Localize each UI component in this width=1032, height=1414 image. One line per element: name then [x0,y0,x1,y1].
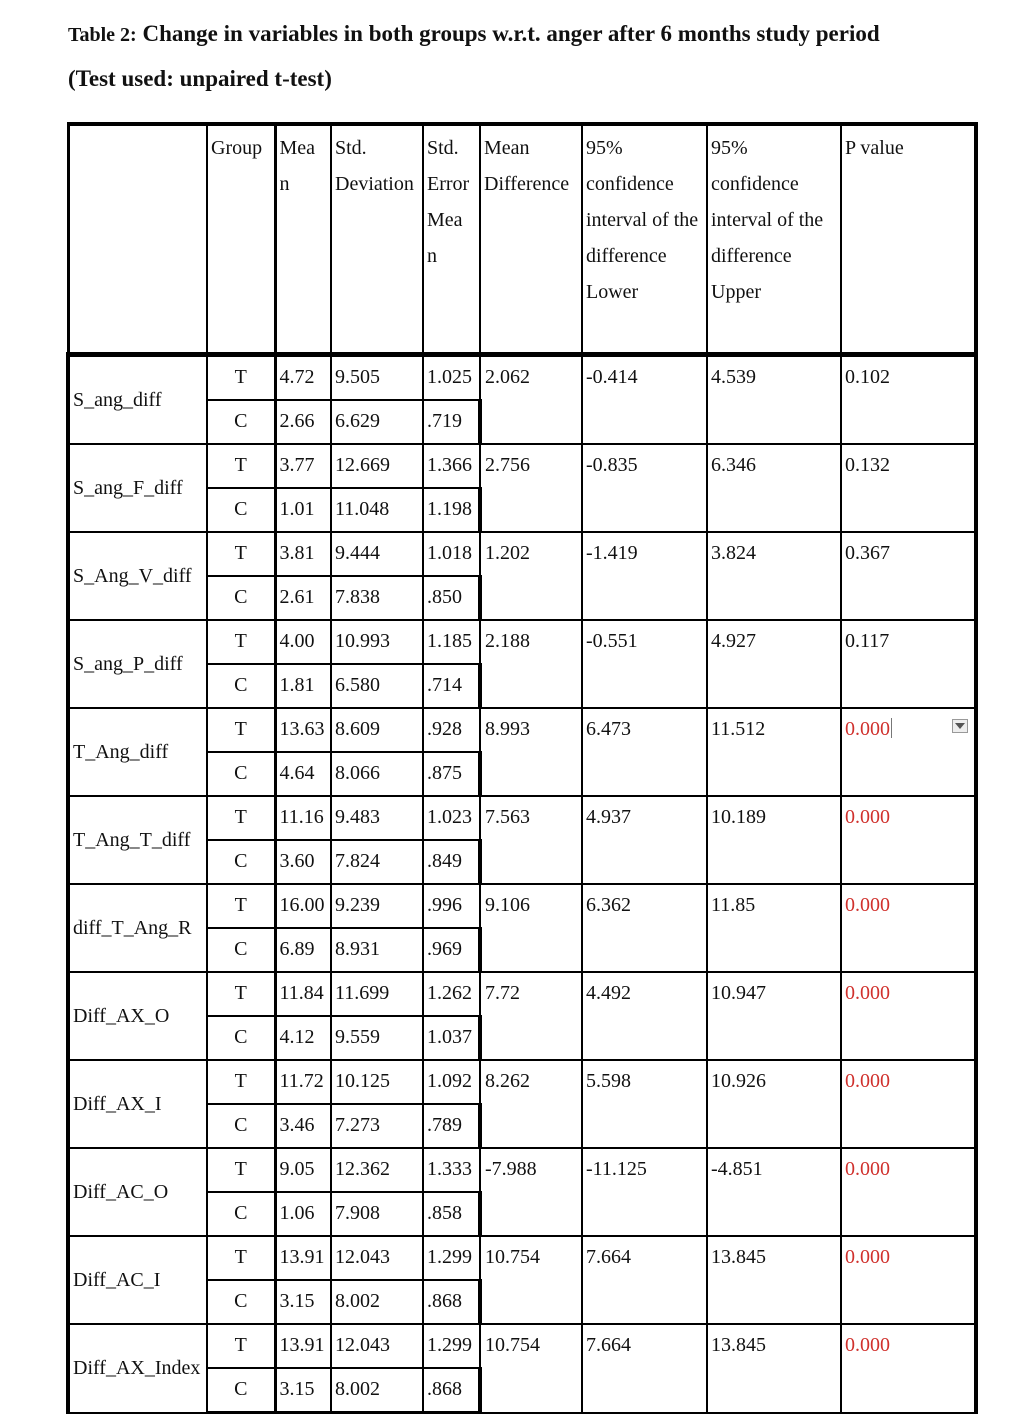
std-error-value: .850 [423,576,480,620]
mean-value: 2.61 [275,576,331,620]
std-deviation-value: 6.629 [331,400,423,444]
table-row [68,884,976,928]
mean-value: 9.05 [275,1148,331,1192]
std-deviation-value: 8.066 [331,752,423,796]
p-value: 0.132 [845,454,890,476]
header-std-deviation: Std. Deviation [331,124,423,355]
group-label: T [207,796,275,840]
header-row [68,124,976,355]
group-label: T [207,355,275,401]
std-error-value: 1.025 [423,355,480,401]
header-std-error-mean: Std. Error Mea n [423,124,480,355]
header-mean-difference: Mean Difference [480,124,582,355]
std-error-value: 1.185 [423,620,480,664]
results-table [66,122,978,1414]
ci-lower-value: -0.414 [582,355,707,445]
std-error-value: 1.262 [423,972,480,1016]
std-error-value: .996 [423,884,480,928]
p-value-cell [841,620,976,708]
std-deviation-value: 8.931 [331,928,423,972]
ci-lower-value: 7.664 [582,1236,707,1324]
table-row [68,708,976,752]
ci-upper-value: 13.845 [707,1324,841,1413]
std-error-value: .789 [423,1104,480,1148]
mean-difference-value: 8.993 [480,708,582,796]
p-value: 0.000 [845,1070,890,1092]
std-deviation-value: 9.239 [331,884,423,928]
std-error-value: .858 [423,1192,480,1236]
group-label: C [207,840,275,884]
mean-difference-value: 2.188 [480,620,582,708]
variable-name: S_ang_P_diff [68,620,207,708]
variable-name: Diff_AX_O [68,972,207,1060]
ci-lower-value: 7.664 [582,1324,707,1413]
table-label: Table 2: [68,24,137,46]
ci-upper-value: 4.539 [707,355,841,445]
mean-difference-value: 7.563 [480,796,582,884]
mean-value: 3.77 [275,444,331,488]
mean-value: 13.91 [275,1324,331,1368]
std-error-value: 1.198 [423,488,480,532]
p-value: 0.000 [845,894,890,916]
std-error-value: .875 [423,752,480,796]
p-value: 0.102 [845,366,890,388]
header-p-value: P value [841,124,976,355]
mean-value: 3.46 [275,1104,331,1148]
group-label: T [207,532,275,576]
mean-value: 4.72 [275,355,331,401]
group-label: C [207,1368,275,1413]
variable-name: S_ang_F_diff [68,444,207,532]
ci-upper-value: 3.824 [707,532,841,620]
p-value: 0.117 [845,630,890,652]
variable-name: Diff_AX_I [68,1060,207,1148]
std-error-value: 1.092 [423,1060,480,1104]
p-value: 0.000 [845,982,890,1004]
std-error-value: .868 [423,1368,480,1413]
mean-value: 4.00 [275,620,331,664]
group-label: C [207,1016,275,1060]
std-deviation-value: 8.002 [331,1368,423,1413]
table-row [68,1324,976,1368]
variable-name: Diff_AX_Index [68,1324,207,1413]
mean-value: 13.63 [275,708,331,752]
p-value: 0.000 [845,1334,890,1356]
table-row [68,532,976,576]
p-value-cell [841,884,976,972]
table-row [68,444,976,488]
header-group: Group [207,124,275,355]
p-value: 0.000 [845,1158,890,1180]
mean-value: 13.91 [275,1236,331,1280]
mean-value: 3.60 [275,840,331,884]
group-label: T [207,1148,275,1192]
std-deviation-value: 8.002 [331,1280,423,1324]
std-deviation-value: 10.125 [331,1060,423,1104]
p-value-cell [841,532,976,620]
table-subtitle: (Test used: unpaired t-test) [68,66,332,91]
mean-value: 11.84 [275,972,331,1016]
group-label: T [207,708,275,752]
table-row [68,1148,976,1192]
variable-name: S_ang_diff [68,355,207,445]
ci-lower-value: 4.937 [582,796,707,884]
mean-difference-value: 2.756 [480,444,582,532]
std-deviation-value: 8.609 [331,708,423,752]
ci-lower-value: -1.419 [582,532,707,620]
std-deviation-value: 11.048 [331,488,423,532]
ci-lower-value: -0.551 [582,620,707,708]
ci-lower-value: -11.125 [582,1148,707,1236]
group-label: C [207,400,275,444]
std-deviation-value: 9.559 [331,1016,423,1060]
std-deviation-value: 12.669 [331,444,423,488]
ci-lower-value: 6.473 [582,708,707,796]
group-label: T [207,972,275,1016]
variable-name: S_Ang_V_diff [68,532,207,620]
table-caption [68,12,1008,101]
group-label: T [207,884,275,928]
std-error-value: .849 [423,840,480,884]
ci-upper-value: 11.512 [707,708,841,796]
p-value-cell [841,1148,976,1236]
p-value-cell [841,1324,976,1413]
table-title: Change in variables in both groups w.r.t. anger after 6 months study period [142,21,880,46]
group-label: T [207,1324,275,1368]
dropdown-arrow-icon[interactable] [952,719,968,733]
mean-value: 1.81 [275,664,331,708]
ci-lower-value: 5.598 [582,1060,707,1148]
std-deviation-value: 12.043 [331,1324,423,1368]
p-value: 0.367 [845,542,890,564]
p-value-cell[interactable] [841,708,976,796]
std-error-value: 1.023 [423,796,480,840]
mean-difference-value: 10.754 [480,1324,582,1413]
p-value-cell [841,1060,976,1148]
p-value-cell [841,444,976,532]
ci-upper-value: 6.346 [707,444,841,532]
group-label: C [207,1192,275,1236]
group-label: C [207,1104,275,1148]
mean-value: 6.89 [275,928,331,972]
std-error-value: 1.299 [423,1236,480,1280]
group-label: C [207,488,275,532]
group-label: C [207,928,275,972]
std-deviation-value: 10.993 [331,620,423,664]
ci-upper-value: 4.927 [707,620,841,708]
mean-value: 4.64 [275,752,331,796]
ci-upper-value: 13.845 [707,1236,841,1324]
header-variable [68,124,207,355]
std-error-value: 1.037 [423,1016,480,1060]
header-ci-upper: 95% confidence interval of the difference Upper [707,124,841,355]
group-label: C [207,752,275,796]
std-error-value: 1.299 [423,1324,480,1368]
ci-upper-value: 10.947 [707,972,841,1060]
std-deviation-value: 12.043 [331,1236,423,1280]
table-row [68,796,976,840]
std-error-value: .969 [423,928,480,972]
p-value-cell [841,796,976,884]
std-deviation-value: 7.838 [331,576,423,620]
variable-name: diff_T_Ang_R [68,884,207,972]
mean-value: 3.15 [275,1368,331,1413]
mean-difference-value: 1.202 [480,532,582,620]
group-label: T [207,1236,275,1280]
mean-difference-value: 7.72 [480,972,582,1060]
mean-value: 3.15 [275,1280,331,1324]
table-row [68,1236,976,1280]
mean-value: 11.72 [275,1060,331,1104]
mean-difference-value: 9.106 [480,884,582,972]
variable-name: Diff_AC_O [68,1148,207,1236]
group-label: T [207,620,275,664]
ci-upper-value: 10.189 [707,796,841,884]
variable-name: T_Ang_T_diff [68,796,207,884]
variable-name: Diff_AC_I [68,1236,207,1324]
mean-value: 1.01 [275,488,331,532]
p-value: 0.000 [845,1246,890,1268]
text-cursor [891,718,892,738]
std-deviation-value: 11.699 [331,972,423,1016]
group-label: C [207,1280,275,1324]
mean-value: 16.00 [275,884,331,928]
p-value-cell [841,972,976,1060]
group-label: C [207,664,275,708]
table-body [68,355,976,1413]
group-label: C [207,576,275,620]
mean-difference-value: 8.262 [480,1060,582,1148]
mean-value: 3.81 [275,532,331,576]
mean-value: 2.66 [275,400,331,444]
std-error-value: .719 [423,400,480,444]
std-error-value: 1.018 [423,532,480,576]
std-deviation-value: 12.362 [331,1148,423,1192]
mean-difference-value: 2.062 [480,355,582,445]
table-row [68,1060,976,1104]
table-row [68,972,976,1016]
p-value: 0.000 [845,718,890,740]
ci-lower-value: -0.835 [582,444,707,532]
std-error-value: .714 [423,664,480,708]
table-row [68,620,976,664]
p-value-cell [841,355,976,445]
std-deviation-value: 9.444 [331,532,423,576]
p-value: 0.000 [845,806,890,828]
std-error-value: 1.366 [423,444,480,488]
ci-lower-value: 4.492 [582,972,707,1060]
header-ci-lower: 95% confidence interval of the difference Lower [582,124,707,355]
std-error-value: .868 [423,1280,480,1324]
mean-value: 1.06 [275,1192,331,1236]
ci-upper-value: 11.85 [707,884,841,972]
ci-lower-value: 6.362 [582,884,707,972]
p-value-cell [841,1236,976,1324]
std-deviation-value: 7.273 [331,1104,423,1148]
std-deviation-value: 9.483 [331,796,423,840]
ci-upper-value: -4.851 [707,1148,841,1236]
std-error-value: 1.333 [423,1148,480,1192]
std-deviation-value: 9.505 [331,355,423,401]
mean-difference-value: -7.988 [480,1148,582,1236]
variable-name: T_Ang_diff [68,708,207,796]
std-deviation-value: 7.908 [331,1192,423,1236]
mean-value: 4.12 [275,1016,331,1060]
group-label: T [207,444,275,488]
table-row [68,355,976,401]
mean-difference-value: 10.754 [480,1236,582,1324]
std-error-value: .928 [423,708,480,752]
std-deviation-value: 6.580 [331,664,423,708]
mean-value: 11.16 [275,796,331,840]
group-label: T [207,1060,275,1104]
header-mean: Mea n [275,124,331,355]
ci-upper-value: 10.926 [707,1060,841,1148]
std-deviation-value: 7.824 [331,840,423,884]
